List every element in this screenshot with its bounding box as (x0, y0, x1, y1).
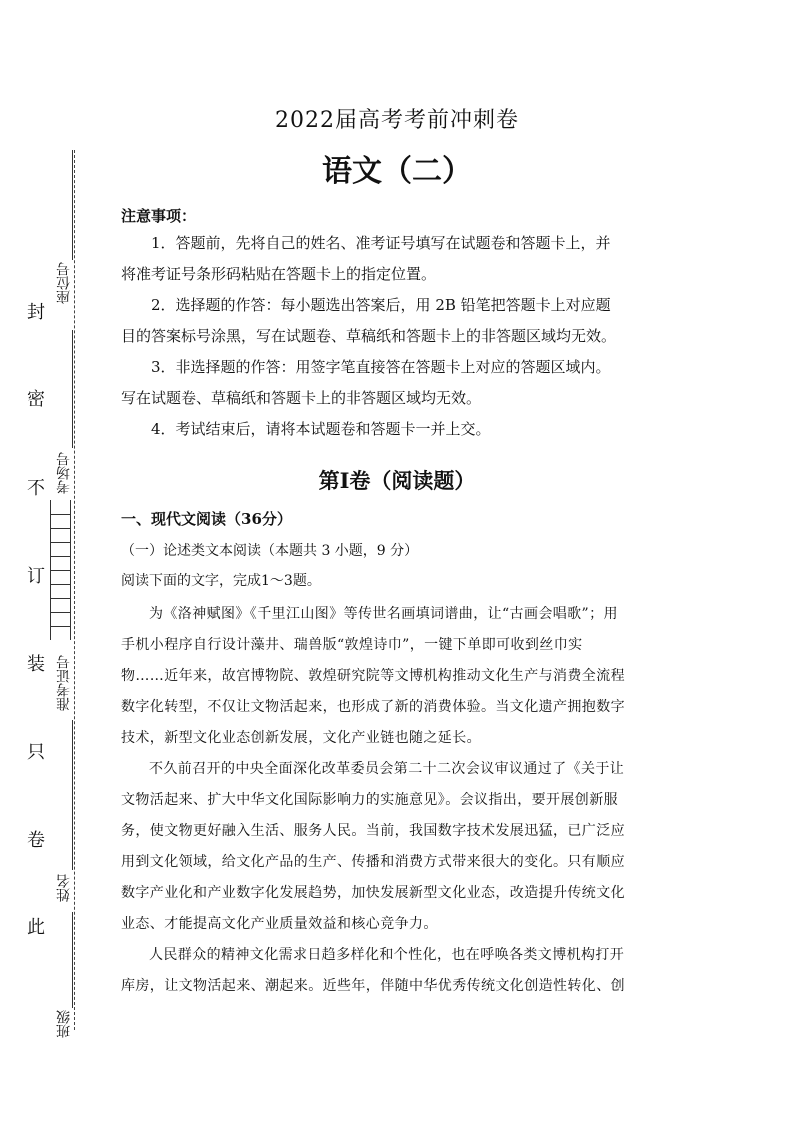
seal-char: 装 (27, 654, 45, 675)
class-field[interactable] (72, 912, 73, 1008)
article-line: 物……近年来，故宫博物院、敦煌研究院等文博机构推动文化生产与消费全流程 (121, 668, 625, 684)
article-line: 手机小程序自行设计藻井、瑞兽版“敦煌诗巾”，一键下单即可收到丝巾实 (121, 637, 583, 653)
notice-heading: 注意事项： (121, 207, 197, 225)
article-line: 数字化转型，不仅让文物活起来，也形成了新的消费体验。当文化遗产拥抱数字 (121, 699, 625, 715)
ticket-number-label: 准考证号 (56, 655, 72, 711)
sub-title: （一）论述类文本阅读（本题共 3 小题，9 分） (121, 543, 419, 559)
class-label: 班级 (56, 1010, 72, 1038)
notice-line: 4．考试结束后，请将本试题卷和答题卡一并上交。 (151, 420, 491, 438)
article-line: 人民群众的精神文化需求日趋多样化和个性化，也在呼唤各类文博机构打开 (149, 947, 625, 963)
seal-char: 不 (27, 478, 45, 499)
seat-number-label: 座位号 (56, 262, 72, 304)
article-line: 数字产业化和产业数字化发展趋势，加快发展新型文化业态，改造提升传统文化 (121, 885, 625, 901)
article-line: 库房，让文物活起来、潮起来。近些年，伴随中华优秀传统文化创造性转化、创 (121, 978, 625, 994)
seal-char: 封 (27, 302, 45, 323)
article-line: 技术，新型文化业态创新发展，文化产业链也随之延长。 (121, 730, 481, 746)
section-title: 第Ⅰ卷（阅读题） (318, 468, 476, 493)
seal-char: 密 (27, 389, 45, 410)
exam-room-field[interactable] (72, 330, 73, 448)
name-label: 姓名 (56, 874, 72, 902)
article-line: 业态、才能提高文化产业质量效益和核心竞争力。 (121, 916, 438, 932)
exam-title: 2022届高考考前冲刺卷 (275, 108, 519, 133)
article-line: 为《洛神赋图》《千里江山图》等传世名画填词谱曲，让“古画会唱歌”；用 (149, 606, 618, 622)
binding-dashed-line (74, 150, 75, 1030)
ticket-number-boxes[interactable] (50, 500, 72, 640)
notice-line: 目的答案标号涂黑，写在试题卷、草稿纸和答题卡上的非答题区域均无效。 (121, 327, 617, 345)
notice-line: 写在试题卷、草稿纸和答题卡上的非答题区域均无效。 (121, 389, 482, 407)
notice-line: 3．非选择题的作答：用签字笔直接答在答题卡上对应的答题区域内。 (151, 358, 611, 376)
article-line: 务，使文物更好融入生活、服务人民。当前，我国数字技术发展迅猛，已广泛应 (121, 823, 625, 839)
seal-char: 只 (27, 742, 45, 763)
seal-char: 卷 (27, 830, 45, 851)
notice-line: 1．答题前，先将自己的姓名、准考证号填写在试题卷和答题卡上，并 (151, 234, 611, 252)
notice-line: 将准考证号条形码粘贴在答题卡上的指定位置。 (121, 265, 437, 283)
article-line: 不久前召开的中央全面深化改革委员会第二十二次会议审议通过了《关于让 (149, 761, 625, 777)
name-field[interactable] (72, 720, 73, 870)
seat-number-field[interactable] (72, 150, 73, 260)
exam-room-label: 考场号 (56, 452, 72, 494)
part-title: 一、现代文阅读（36分） (121, 510, 292, 528)
article-line: 用到文化领域，给文化产品的生产、传播和消费方式带来很大的变化。只有顺应 (121, 854, 625, 870)
instruction: 阅读下面的文字，完成1～3题。 (121, 573, 321, 589)
notice-line: 2．选择题的作答：每小题选出答案后，用 2B 铅笔把答题卡上对应题 (151, 296, 611, 314)
subject-title: 语文（二） (322, 154, 472, 189)
seal-char: 订 (27, 566, 45, 587)
seal-char: 此 (27, 917, 45, 938)
article-line: 文物活起来、扩大中华文化国际影响力的实施意见》。会议指出，要开展创新服 (121, 792, 618, 808)
